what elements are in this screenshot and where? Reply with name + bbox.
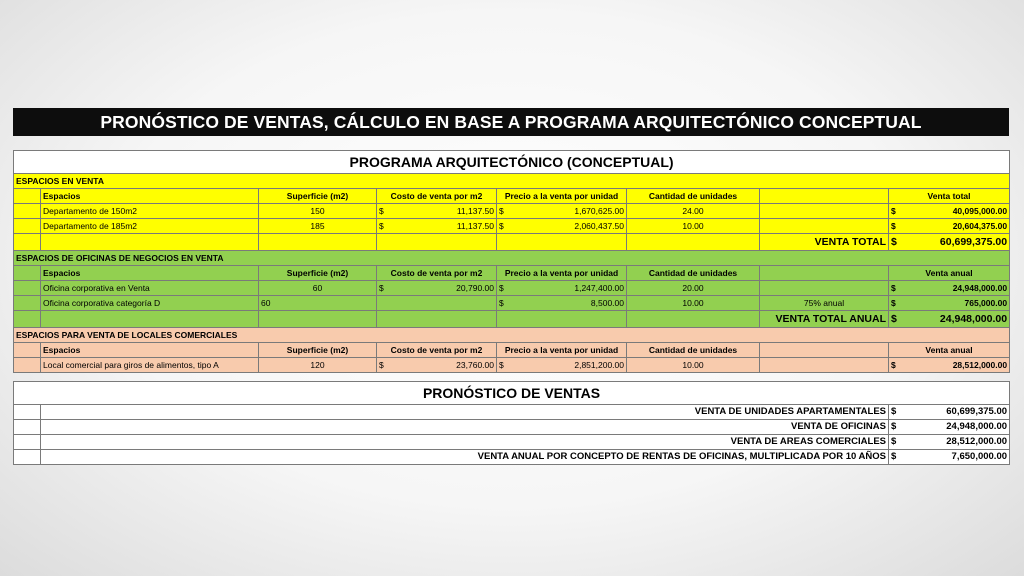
price-value: 1,247,400.00 [574,283,624,293]
col-header: Cantidad de unidades [627,266,760,281]
total-value: 40,095,000.00 [952,206,1008,216]
currency-sign: $ [891,421,897,432]
currency-sign: $ [891,406,897,417]
price-cell [497,296,627,311]
blank-cell [41,311,259,328]
cost-cell [377,204,497,219]
currency-sign: $ [891,360,896,370]
currency-sign: $ [379,360,384,370]
total-value: 24,948,000.00 [939,313,1008,325]
section-total-value [889,234,1010,251]
blank-cell [41,234,259,251]
qty-cell: 10.00 [627,358,760,373]
forecast-value [889,405,1010,420]
section-title-apartments: ESPACIOS EN VENTA [14,174,1010,189]
blank-cell [259,311,377,328]
table-row [14,296,1010,311]
price-cell [497,358,627,373]
price-value: 8,500.00 [590,298,624,308]
total-value: 28,512,000.00 [952,360,1008,370]
spacer-cell [14,204,41,219]
cost-cell [377,219,497,234]
blank-cell [377,311,497,328]
space-name: Oficina corporativa categoría D [41,296,259,311]
blank-cell [377,234,497,251]
currency-sign: $ [891,236,897,248]
forecast-table [13,381,1010,465]
spacer-cell [14,266,41,281]
total-value: 60,699,375.00 [939,236,1008,248]
price-value: 1,670,625.00 [574,206,624,216]
currency-sign: $ [891,206,896,216]
currency-sign: $ [891,221,896,231]
total-value: 20,604,375.00 [952,221,1008,231]
col-header: Precio a la venta por unidad [497,189,627,204]
forecast-amount: 24,948,000.00 [946,421,1008,432]
price-value: 2,851,200.00 [574,360,624,370]
note-cell: 75% anual [760,296,889,311]
table-row [14,420,1010,435]
price-cell [497,281,627,296]
slide-title: PRONÓSTICO DE VENTAS, CÁLCULO EN BASE A PROGRAMA ARQUITECTÓNICO CONCEPTUAL [13,108,1009,136]
forecast-value [889,420,1010,435]
program-title: PROGRAMA ARQUITECTÓNICO (CONCEPTUAL) [14,151,1010,174]
cost-cell [377,358,497,373]
area-cell: 150 [259,204,377,219]
area-cell: 60 [259,296,377,311]
spacer-cell [14,450,41,465]
total-cell [889,219,1010,234]
forecast-amount: 7,650,000.00 [951,451,1008,462]
currency-sign: $ [379,221,384,231]
cost-cell [377,281,497,296]
currency-sign: $ [891,283,896,293]
area-cell: 120 [259,358,377,373]
section-total-label: VENTA TOTAL [760,234,889,251]
col-header: Costo de venta por m2 [377,343,497,358]
col-header: Superficie (m2) [259,266,377,281]
col-header: Cantidad de unidades [627,189,760,204]
currency-sign: $ [499,298,504,308]
qty-cell: 10.00 [627,296,760,311]
table-row [14,219,1010,234]
spacer-cell [14,358,41,373]
blank-cell [760,204,889,219]
section-title-offices: ESPACIOS DE OFICINAS DE NEGOCIOS EN VENTA [14,251,1010,266]
currency-sign: $ [379,283,384,293]
table-row [14,204,1010,219]
cost-value: 11,137.50 [456,206,494,216]
col-header: Cantidad de unidades [627,343,760,358]
spacer-cell [14,189,41,204]
total-value: 765,000.00 [964,298,1008,308]
total-cell [889,204,1010,219]
space-name: Departamento de 150m2 [41,204,259,219]
spacer-cell [14,219,41,234]
cost-value: 11,137.50 [456,221,494,231]
spacer-cell [14,234,41,251]
spacer-cell [14,343,41,358]
currency-sign: $ [891,436,897,447]
spacer-cell [14,296,41,311]
forecast-amount: 60,699,375.00 [946,406,1008,417]
col-header: Precio a la venta por unidad [497,343,627,358]
spacer-cell [14,281,41,296]
col-header: Costo de venta por m2 [377,189,497,204]
currency-sign: $ [379,206,384,216]
col-header: Venta anual [889,266,1010,281]
col-header: Superficie (m2) [259,189,377,204]
table-row [14,281,1010,296]
forecast-value [889,450,1010,465]
spacer-cell [14,435,41,450]
currency-sign: $ [891,451,897,462]
total-cell [889,358,1010,373]
section-title-retail: ESPACIOS PARA VENTA DE LOCALES COMERCIALES [14,328,1010,343]
section-total-value [889,311,1010,328]
forecast-label: VENTA DE OFICINAS [41,420,889,435]
currency-sign: $ [499,283,504,293]
forecast-label: VENTA ANUAL POR CONCEPTO DE RENTAS DE OFICINAS, MULTIPLICADA POR 10 AÑOS [41,450,889,465]
space-name: Departamento de 185m2 [41,219,259,234]
space-name: Local comercial para giros de alimentos, tipo A [41,358,259,373]
col-header: Venta anual [889,343,1010,358]
price-cell [497,204,627,219]
blank-cell [760,266,889,281]
total-cell [889,296,1010,311]
area-cell: 60 [259,281,377,296]
price-value: 2,060,437.50 [574,221,624,231]
currency-sign: $ [499,360,504,370]
forecast-label: VENTA DE UNIDADES APARTAMENTALES [41,405,889,420]
col-header: Costo de venta por m2 [377,266,497,281]
table-row [14,450,1010,465]
forecast-title: PRONÓSTICO DE VENTAS [14,382,1010,405]
forecast-value [889,435,1010,450]
note-cell [760,281,889,296]
blank-cell [760,219,889,234]
qty-cell: 20.00 [627,281,760,296]
col-header: Superficie (m2) [259,343,377,358]
spacer-cell [14,420,41,435]
blank-cell [497,311,627,328]
area-cell: 185 [259,219,377,234]
currency-sign: $ [891,313,897,325]
total-cell [889,281,1010,296]
qty-cell: 10.00 [627,219,760,234]
currency-sign: $ [499,221,504,231]
blank-cell [627,234,760,251]
blank-cell [760,343,889,358]
forecast-label: VENTA DE AREAS COMERCIALES [41,435,889,450]
cost-value: 23,760.00 [456,360,494,370]
currency-sign: $ [891,298,896,308]
table-row [14,435,1010,450]
col-header: Espacios [41,266,259,281]
blank-cell [259,234,377,251]
total-value: 24,948,000.00 [952,283,1008,293]
cost-value: 20,790.00 [456,283,494,293]
price-cell [497,219,627,234]
spacer-cell [14,311,41,328]
table-row [14,358,1010,373]
col-header: Venta total [889,189,1010,204]
currency-sign: $ [499,206,504,216]
table-row [14,405,1010,420]
blank-cell [760,189,889,204]
blank-cell [627,311,760,328]
cost-cell [377,296,497,311]
program-table [13,150,1010,373]
col-header: Espacios [41,343,259,358]
spacer-cell [14,405,41,420]
forecast-amount: 28,512,000.00 [946,436,1008,447]
col-header: Espacios [41,189,259,204]
space-name: Oficina corporativa en Venta [41,281,259,296]
qty-cell: 24.00 [627,204,760,219]
blank-cell [760,358,889,373]
blank-cell [497,234,627,251]
section-total-label: VENTA TOTAL ANUAL [760,311,889,328]
col-header: Precio a la venta por unidad [497,266,627,281]
